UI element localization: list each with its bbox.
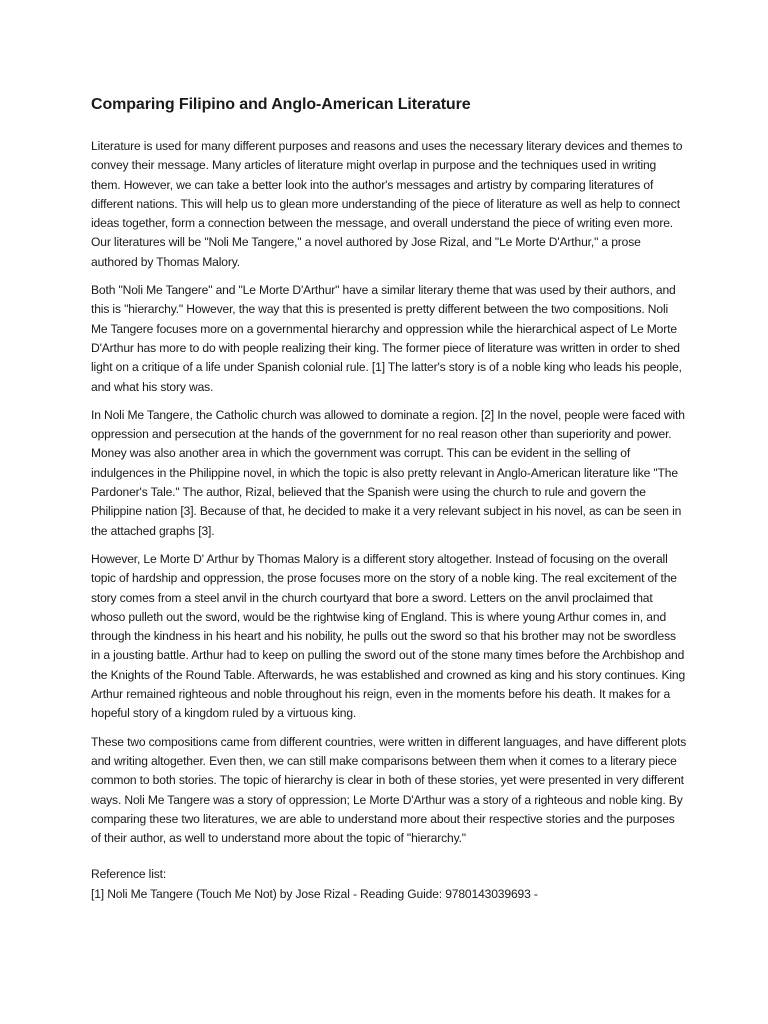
paragraph-conclusion: These two compositions came from different countries, were written in different languages, and have different plots and writing altogether. Even then, we can still make comparisons between them when it comes to a literary piece common to both stories. The topic of hierarchy is clear in both of these stories, yet were presented in very different ways. Noli Me Tangere was a story of oppression; Le Morte D'Arthur was a story of a righteous and noble king. By comparing these two literatures, we are able to understand more about their respective stories and the purposes of their author, as well to understand more about the topic of "hierarchy." (91, 734, 687, 846)
paragraph-noli: In Noli Me Tangere, the Catholic church was allowed to dominate a region. [2] In the novel, people were faced with oppression and persecution at the hands of the government for no real reason other than superiority and power. Money was also another area in which the government was corrupt. This can be evident in the selling of indulgences in the Philippine novel, in which the topic is also pretty relevant in Anglo-American literature like "The Pardoner's Tale." The author, Rizal, believed that the Spanish were using the church to rule and govern the Philippine nation [3]. Because of that, he decided to make it a very relevant subject in his novel, as can be seen in the attached graphs [3]. (91, 407, 685, 538)
document-title: Comparing Filipino and Anglo-American Literature (91, 96, 471, 113)
reference-item: [1] Noli Me Tangere (Touch Me Not) by Jose Rizal - Reading Guide: 9780143039693 - (91, 886, 538, 901)
document-page (91, 94, 687, 904)
paragraph-intro: Literature is used for many different purposes and reasons and uses the necessary literary devices and themes to convey their message. Many articles of literature might overlap in purpose and the techniques used in writing them. However, we can take a better look into the author's messages and artistry by comparing literatures of different nations. This will help us to glean more understanding of the piece of literature as well as help to connect ideas together, form a connection between the message, and overall understand the piece of writing even more. Our literatures will be "Noli Me Tangere," a novel authored by Jose Rizal, and "Le Morte D'Arthur," a prose authored by Thomas Malory. (91, 139, 683, 269)
paragraph-theme: Both "Noli Me Tangere" and "Le Morte D'Arthur" have a similar literary theme that was used by their authors, and this is "hierarchy." However, the way that this is presented is pretty different between the two compositions. Noli Me Tangere focuses more on a governmental hierarchy and oppression while the hierarchical aspect of Le Morte D'Arthur has more to do with people realizing their king. The former piece of literature was written in order to shed light on a critique of a life under Spanish colonial rule. [1] The latter's story is of a noble king who leads his people, and what his story was. (91, 283, 682, 394)
paragraph-morte: However, Le Morte D' Arthur by Thomas Malory is a different story altogether. Instead of focusing on the overall topic of hardship and oppression, the prose focuses more on the story of a noble king. The real excitement of the story comes from a steel anvil in the church courtyard that bore a sword. Letters on the anvil proclaimed that whoso pulleth out the sword, would be the rightwise king of England. This is where young Arthur comes in, and through the kindness in his heart and his nobility, he pulls out the sword so that his brother may not be swordless in a jousting battle. Arthur had to keep on pulling the sword out of the stone many times before the Archbishop and the Knights of the Round Table. Afterwards, he was established and crowned as king and his story continues. King Arthur remained righteous and noble throughout his reign, even in the moments before his death. It makes for a hopeful story of a kingdom ruled by a virtuous king. (91, 551, 686, 721)
reference-heading: Reference list: (91, 867, 167, 882)
reference-list (91, 865, 687, 904)
